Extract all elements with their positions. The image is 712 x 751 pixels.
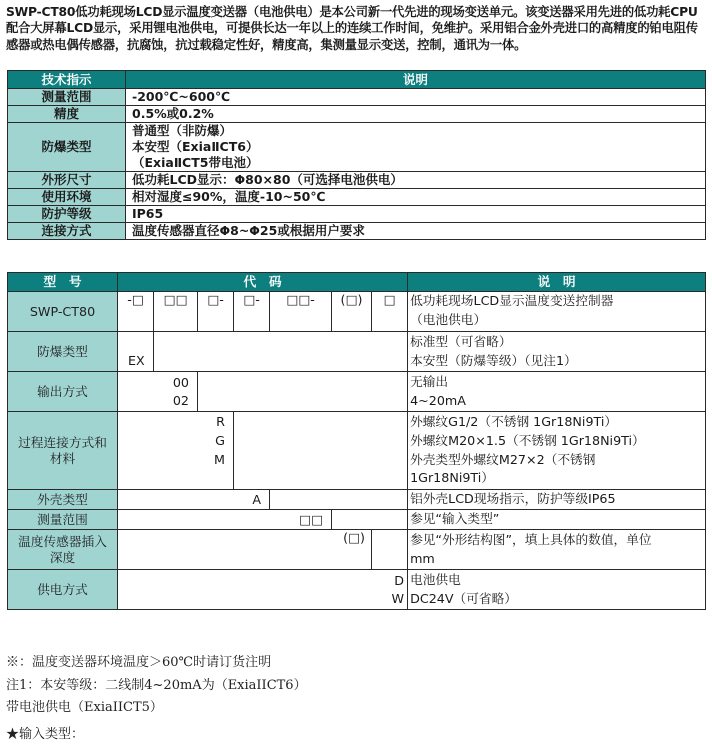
code-slot: □□ <box>154 292 198 332</box>
model-desc: 电池供电 DC24V（可省略） <box>408 570 706 610</box>
intro-paragraph: SWP-CT80低功耗现场LCD显示温度变送器（电池供电）是本公司新一代先进的现场变送单元。该变送器采用先进的低功耗CPU配合大屏幕LCD显示，采用锂电池供电，可提供长达一年以上的连续工作时间，免维护。采用铝合金外壳进口的高精度的铂电阻传感器或热电偶传感器，抗腐蚀，抗过载稳定性好，精度高，集测量显示变送，控制，通讯为一体。 <box>6 5 698 52</box>
table-row <box>8 89 706 106</box>
model-desc: 参见“输入类型” <box>408 510 706 530</box>
code-value: A <box>118 490 270 510</box>
spec-label: 防护等级 <box>8 206 126 223</box>
spec-value: -200℃~600℃ <box>126 89 706 106</box>
table-row <box>8 189 706 206</box>
code-slot: □- <box>234 292 270 332</box>
spec-value <box>126 123 706 172</box>
table-row <box>8 570 706 610</box>
model-desc: 无输出 4~20mA <box>408 372 706 412</box>
model-row-label: 防爆类型 <box>8 332 118 372</box>
note-line: 注1：本安等级：二线制4~20mA为（ExiaIICT6） <box>6 678 307 693</box>
model-base-label: SWP-CT80 <box>8 292 118 332</box>
spec-header-label: 技术指示 <box>8 71 126 89</box>
model-desc: 低功耗现场LCD显示温度变送控制器 （电池供电） <box>408 292 706 332</box>
table-row <box>8 412 706 490</box>
spec-label: 精度 <box>8 106 126 123</box>
model-row-label: 过程连接方式和材料 <box>8 412 118 490</box>
note-line: ★输入类型： <box>6 727 85 742</box>
model-desc: 外螺纹G1/2（不锈钢 1Gr18Ni9Ti） 外螺纹M20×1.5（不锈钢 1Gr18Ni9Ti） 外壳类型外螺纹M27×2（不锈钢 1Gr18Ni9Ti） <box>408 412 706 490</box>
table-row <box>8 123 706 172</box>
table-row <box>8 530 706 570</box>
model-desc: 标准型（可省略） 本安型（防爆等级）（见注1） <box>408 332 706 372</box>
model-header-model: 型 号 <box>8 273 118 292</box>
table-row <box>8 172 706 189</box>
table-row <box>8 372 706 412</box>
spec-line: 本安型（ExiaⅡCT6） <box>132 139 259 154</box>
code-value: (□) <box>118 530 372 570</box>
code-value: 00 02 <box>118 372 198 412</box>
code-slot: (□) <box>332 292 372 332</box>
code-value: □□ <box>118 510 332 530</box>
table-row <box>8 510 706 530</box>
code-slot: □- <box>198 292 234 332</box>
model-header-desc: 说 明 <box>408 273 706 292</box>
model-row-label: 供电方式 <box>8 570 118 610</box>
spec-value: 温度传感器直径Φ8~Φ25或根据用户要求 <box>126 223 706 240</box>
spec-value: IP65 <box>126 206 706 223</box>
table-row <box>8 206 706 223</box>
model-row-label: 外壳类型 <box>8 490 118 510</box>
table-row <box>8 223 706 240</box>
model-desc: 参见“外形结构图”，填上具体的数值，单位 mm <box>408 530 706 570</box>
note-line: 带电池供电（ExiaIICT5） <box>6 700 163 715</box>
model-row-label: 测量范围 <box>8 510 118 530</box>
model-header-code: 代 码 <box>118 273 408 292</box>
model-header-row <box>8 273 706 292</box>
table-row <box>8 490 706 510</box>
table-row <box>8 292 706 332</box>
spec-label: 使用环境 <box>8 189 126 206</box>
spec-header-desc: 说明 <box>126 71 706 89</box>
spec-label: 测量范围 <box>8 89 126 106</box>
spec-header-row <box>8 71 706 89</box>
spec-table <box>7 70 706 240</box>
code-slot: □□- <box>270 292 332 332</box>
spec-label: 连接方式 <box>8 223 126 240</box>
model-row-label: 输出方式 <box>8 372 118 412</box>
model-row-label: 温度传感器插入深度 <box>8 530 118 570</box>
spec-value: 相对湿度≤90%，温度-10~50℃ <box>126 189 706 206</box>
code-value: EX <box>118 332 154 372</box>
spec-line: 普通型（非防爆） <box>132 123 233 138</box>
note-line: ※：温度变送器环境温度＞60℃时请订货注明 <box>6 655 272 670</box>
code-value: R G M <box>118 412 234 490</box>
spec-value: 低功耗LCD显示：Φ80×80（可选择电池供电） <box>126 172 706 189</box>
table-row <box>8 106 706 123</box>
code-slot: -□ <box>118 292 154 332</box>
code-value: D W <box>118 570 408 610</box>
spec-value: 0.5%或0.2% <box>126 106 706 123</box>
spec-label: 外形尺寸 <box>8 172 126 189</box>
spec-line: （ExiaⅡCT5带电池） <box>132 155 259 170</box>
model-desc: 铝外壳LCD现场指示，防护等级IP65 <box>408 490 706 510</box>
table-row <box>8 332 706 372</box>
code-slot: □ <box>372 292 408 332</box>
model-table <box>7 272 706 610</box>
spec-label: 防爆类型 <box>8 123 126 172</box>
